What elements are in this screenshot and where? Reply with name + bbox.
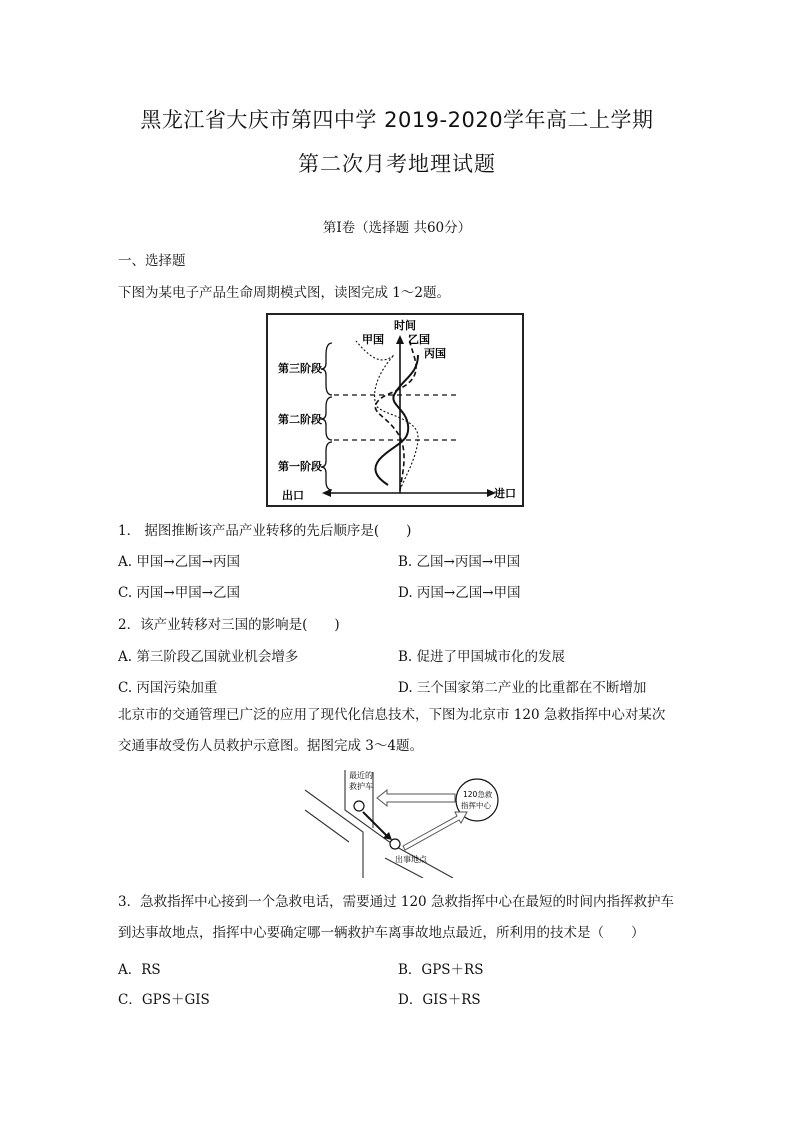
stage2-brace [321, 397, 332, 440]
time-axis-arrow [396, 335, 404, 344]
exam-title-line2: 第二次月考地理试题 [298, 152, 496, 176]
report-arrow [403, 812, 467, 850]
accident-marker [390, 839, 400, 849]
stage3-label: 第三阶段 [278, 362, 322, 375]
country-yi-label: 乙国 [408, 333, 430, 346]
intro-text-2: 北京市的交通管理已广泛的应用了现代化信息技术，下图为北京市 120 急救指挥中心对某次交通事故受伤人员救护示意图。据图完成 3～4题。 [118, 707, 666, 754]
import-label: 进口 [494, 487, 516, 500]
stage1-brace [321, 442, 332, 490]
accident-label: 出事地点 [395, 855, 427, 864]
question-1-option-c[interactable]: C. 丙国→甲国→乙国 [118, 585, 241, 601]
question-2-stem: 2．该产业转移对三国的影响是( ) [118, 617, 340, 633]
rescue-diagram [303, 770, 533, 878]
export-label: 出口 [282, 489, 304, 502]
question-3-option-a[interactable]: A．RS [118, 962, 161, 978]
part-heading: 一、选择题 [118, 253, 186, 269]
question-2-option-b[interactable]: B. 促进了甲国城市化的发展 [398, 649, 566, 665]
question-3-option-b[interactable]: B．GPS＋RS [398, 962, 484, 978]
question-1-option-b[interactable]: B. 乙国→丙国→甲国 [398, 554, 521, 570]
country-jia-curve [356, 341, 418, 490]
question-2-option-a[interactable]: A. 第三阶段乙国就业机会增多 [118, 649, 299, 665]
question-3-option-c[interactable]: C．GPS＋GIS [118, 992, 210, 1008]
ambulance-marker [354, 801, 364, 811]
center-label-2: 指挥中心 [461, 801, 491, 810]
intro-text-1: 下图为某电子产品生命周期模式图，读图完成 1～2题。 [118, 285, 450, 301]
question-1-stem: 1． 据图推断该产品产业转移的先后顺序是( ) [118, 523, 412, 539]
road-edge-2 [305, 810, 349, 842]
nearest-car-label-2: 救护车 [349, 782, 373, 791]
time-axis-label: 时间 [394, 319, 416, 332]
stage2-label: 第二阶段 [278, 413, 322, 426]
question-3-option-d[interactable]: D．GIS＋RS [398, 992, 481, 1008]
country-bing-label: 丙国 [424, 347, 446, 360]
route-arrow [363, 812, 387, 836]
dispatch-arrow [377, 790, 455, 806]
rescue-figure [303, 770, 533, 878]
question-2-option-d[interactable]: D. 三个国家第二产业的比重都在不断增加 [398, 680, 647, 696]
question-1-option-d[interactable]: D. 丙国→乙国→甲国 [398, 585, 521, 601]
center-label-1: 120急救 [463, 790, 493, 799]
country-jia-label: 甲国 [362, 333, 384, 346]
exam-title-line1: 黑龙江省大庆市第四中学 2019-2020学年高二上学期 [140, 108, 654, 132]
question-1-option-a[interactable]: A. 甲国→乙国→丙国 [118, 554, 240, 570]
stage1-label: 第一阶段 [278, 460, 322, 473]
life-cycle-diagram [268, 315, 522, 505]
question-3-stem: 3．急救指挥中心接到一个急救电话，需要通过 120 急救指挥中心在最短的时间内指挥救护车到达事故地点，指挥中心要确定哪一辆救护车离事故地点最近，所利用的技术是（ ） [118, 894, 674, 941]
life-cycle-figure [266, 313, 524, 507]
country-bing-curve [375, 355, 418, 485]
section-title: 第Ⅰ卷（选择题 共60分） [322, 220, 472, 236]
stage3-brace [321, 343, 332, 395]
question-2-option-c[interactable]: C. 丙国污染加重 [118, 680, 218, 696]
nearest-car-label-1: 最近的 [349, 771, 373, 780]
